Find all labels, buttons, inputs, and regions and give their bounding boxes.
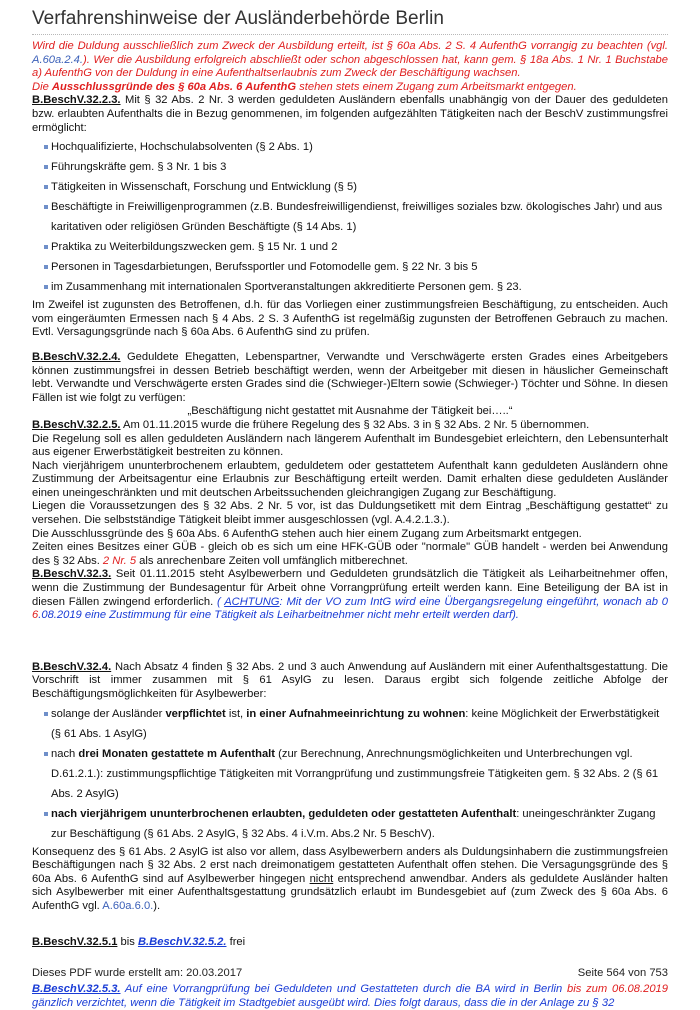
intro-text-2: ). Wer die Ausbildung erfolgreich abschließt oder schon abgeschlossen hat, kann gem. § 18a Abs. 1 Nr. 1 Buchstabe a) AufenthG von der Duldung in eine Aufenthaltserlaubnis zum Zweck der Beschäftigung wachsen. <box>32 53 668 80</box>
document-body <box>32 40 668 1010</box>
text: Zeiten eines Besitzes einer GÜB - gleich ob es sich um eine HFK-GÜB oder "normale" GÜB handelt - werden bei Anwendung des § 32 Abs. <box>32 541 668 567</box>
footer-created-date: Dieses PDF wurde erstellt am: 20.03.2017 <box>32 967 243 979</box>
paragraph: Die Ausschlussgründe des § 60a Abs. 6 AufenthG stehen auch hier einem Zugang zum Arbeitsmarkt entgegen. <box>32 527 582 540</box>
paragraph: Liegen die Voraussetzungen des § 32 Abs. 2 Nr. 5 vor, ist das Duldungsetikett mit dem Eintrag „Beschäftigung gestattet“ zu versehen. Die selbstständige Tätigkeit bleibt immer ausgeschlossen (vgl. A.4.2.1.3.). <box>32 500 668 527</box>
footer-page-number: Seite 564 von 753 <box>577 967 668 979</box>
section-heading: B.BeschV.32.5.3. <box>32 983 121 996</box>
list-item: Personen in Tagesdarbietungen, Berufssportler und Fotomodelle gem. § 22 Nr. 3 bis 5 <box>44 257 668 277</box>
link-a60a-2-4[interactable]: A.60a.2.4. <box>32 53 84 66</box>
section-heading: B.BeschV.32.2.3. <box>32 94 121 107</box>
list-item: nach vierjährigem ununterbrochenen erlaubten, geduldeten oder gestatteten Aufenthalt: uneingeschränkter Zugang zur Beschäftigung (§ 61 Abs. 2 AsylG, § 32 Abs. 4 i.V.m. Abs.2 Nr. 5 BeschV). <box>44 804 668 844</box>
section-32-3 <box>32 568 668 622</box>
page-title: Verfahrenshinweise der Ausländerbehörde Berlin <box>32 8 668 35</box>
list-item: Führungskräfte gem. § 3 Nr. 1 bis 3 <box>44 157 668 177</box>
section-32-4 <box>32 661 668 702</box>
section-32-5-1: B.BeschV.32.5.1 bis B.BeschV.32.5.2. frei <box>32 935 246 948</box>
section-32-2-3-after: Im Zweifel ist zugunsten des Betroffenen, d.h. für das Vorliegen einer zustimmungsfreien Beschäftigung, zu entscheiden. Auch vom eingeräumten Ermessen nach § 4 Abs. 2 S. 3 AufenthG ist regelmäßig zugunsten der Betroffenen Gebrauch zu machen. Evtl. Versagungsgründe nach § 60a Abs. 6 AufenthG sind zu prüfen. <box>32 299 668 339</box>
achtung-note: ( ACHTUNG: Mit der VO zum IntG wird eine Übergangsregelung eingeführt, wonach ab 0 6.08.2019 eine Zustimmung für eine Tätigkeit als Leiharbeitnehmer nicht mehr erteilt werden darf). <box>32 595 668 622</box>
section-32-2-3 <box>32 94 668 135</box>
list-item: Hochqualifizierte, Hochschulabsolventen (§ 2 Abs. 1) <box>44 137 668 157</box>
intro-text-3-bold: Ausschlussgründe des § 60a Abs. 6 AufenthG <box>51 80 297 93</box>
section-text: Geduldete Ehegatten, Lebenspartner, Verwandte und Verschwägerte ersten Grades eines Arbeitgebers können zustimmungsfrei in dessen Betrieb beschäftigt werden, wenn der Arbeitgeber mit diesen in häuslicher Gemeinschaft lebt. Verwandte und Verschwägerte ersten Grades sind die (Schwieger-)Eltern sowie (Schwieger-) Töchter und Söhne. In diesen Fällen ist wie folgt zu verfügen: <box>32 350 668 404</box>
link-b-beschv-32-5-2[interactable]: B.BeschV.32.5.2. <box>137 935 227 948</box>
section-text: Am 01.11.2015 wurde die frühere Regelung des § 32 Abs. 3 in § 32 Abs. 2 Nr. 5 übernommen. <box>120 418 590 431</box>
paragraph: Die Regelung soll es allen geduldeten Ausländern nach längerem Aufenthalt im Bundesgebiet erleichtern, den Lebensunterhalt aus eigener Erwerbstätigkeit bestreiten zu können. <box>32 432 668 459</box>
intro-paragraph <box>32 40 668 94</box>
red-text: bis zum 06.08.2019 <box>566 983 668 996</box>
text: als anrechenbare Zeiten voll umfänglich mitberechnet. <box>136 554 408 567</box>
section-heading: B.BeschV.32.4. <box>32 660 112 673</box>
link-a60a-6-0[interactable]: A.60a.6.0. <box>102 899 154 912</box>
section-text: Seit 01.11.2015 steht Asylbewerbern und Geduldeten grundsätzlich die Tätigkeit als Leiharbeitnehmer offen, wenn die Zustimmung der Bundesagentur für Arbeit ohne Vorrangprüfung erteilt werden kann. Eine Beteiligung der BA ist in diesen Fällen zwingend erforderlich. <box>32 568 668 608</box>
list-item: solange der Ausländer verpflichtet ist, in einer Aufnahmeeinrichtung zu wohnen: keine Möglichkeit der Erwerbstätigkeit (§ 61 Abs. 1 AsylG) <box>44 704 668 744</box>
list-item: nach drei Monaten gestattete m Aufenthalt (zur Berechnung, Anrechnungsmöglichkeiten und Unterbrechungen vgl. D.61.2.1.): zustimmungspflichtige Tätigkeiten mit Vorrangprüfung und zustimmungsfreie Tätigkeiten gem. § 32 Abs. 2 (§ 61 Abs. 2 AsylG) <box>44 744 668 804</box>
underlined-text: nicht <box>309 872 334 885</box>
paragraph <box>32 541 668 568</box>
section-heading: B.BeschV.32.2.5. <box>32 418 121 431</box>
red-text: 6 <box>32 609 39 622</box>
intro-text-4: stehen stets einem Zugang zum Arbeitsmarkt entgegen. <box>296 80 577 93</box>
intro-text-3: Die <box>32 80 52 93</box>
section-32-2-5 <box>32 419 668 433</box>
list-item: Tätigkeiten in Wissenschaft, Forschung und Entwicklung (§ 5) <box>44 177 668 197</box>
list-item: im Zusammenhang mit internationalen Sportveranstaltungen akkreditierte Personen gem. § 23. <box>44 277 668 297</box>
activity-list <box>32 137 668 297</box>
list-item: Praktika zu Weiterbildungszwecken gem. § 15 Nr. 1 und 2 <box>44 237 668 257</box>
achtung-link[interactable]: ACHTUNG <box>224 595 280 608</box>
section-heading: B.BeschV.32.2.4. <box>32 350 121 363</box>
section-heading: B.BeschV.32.3. <box>32 568 112 581</box>
red-text: 2 Nr. 5 <box>102 554 137 567</box>
section-32-5-3: B.BeschV.32.5.3. Auf eine Vorrangprüfung bei Geduldeten und Gestatteten durch die BA wird in Berlin bis zum 06.08.2019 gänzlich verzichtet, wenn die Tätigkeit im Stadtgebiet ausgeübt wird. Dies folgt daraus, dass die in der Anlage zu § 32 <box>32 983 668 1009</box>
section-32-4-after: Konsequenz des § 61 Abs. 2 AsylG ist also vor allem, dass Asylbewerbern anders als Duldungsinhabern die zustimmungsfreien Beschäftigungen nach § 32 Abs. 2 erst nach dreimonatigem gestatteten Aufenthalt offen stehen. Die Versagungsgründe des § 60a Abs. 6 AufenthG sind auf Asylbewerber hingegen nicht entsprechend anwendbar. Anders als geduldete Ausländer halten sich Asylbewerber mit einer Aufenthaltsgestattung grundsätzlich erlaubt im Bundesgebiet auf (zum Zweck des § 60a Abs. 6 AufenthG vgl. A.60a.6.0.). <box>32 845 668 912</box>
quote-line: „Beschäftigung nicht gestattet mit Ausnahme der Tätigkeit bei…..“ <box>187 405 513 418</box>
section-text: Nach Absatz 4 finden § 32 Abs. 2 und 3 auch Anwendung auf Ausländern mit einer Aufenthaltsgestattung. Die Vorschrift ist immer zusammen mit § 61 AsylG zu lesen. Daraus ergibt sich folgende zeitliche Abfolge der Beschäftigungsmöglichkeiten für Asylbewerber: <box>32 660 668 700</box>
paragraph: Nach vierjährigem ununterbrochenem erlaubtem, geduldetem oder gestattetem Aufenthalt kann geduldeten Ausländern ohne Zustimmung der Arbeitsagentur eine Erlaubnis zur Beschäftigung erteilt werden. Damit erhalten diese geduldeten Ausländer einen uneingeschränkten und mit deutschen Arbeitssuchenden gleichrangigen Zugang zur Beschäftigung. <box>32 459 668 499</box>
intro-text-1: Wird die Duldung ausschließlich zum Zweck der Ausbildung erteilt, ist § 60a Abs. 2 S. 4 AufenthG vorrangig zu beachten (vgl. <box>32 40 668 52</box>
section-32-2-4 <box>32 351 668 405</box>
list-item: Beschäftigte in Freiwilligenprogrammen (z.B. Bundesfreiwilligendienst, freiwilliges soziales bzw. ökologisches Jahr) und aus karitativen oder religiösen Gründen Beschäftigte (§ 14 Abs. 1) <box>44 197 668 237</box>
section-heading: B.BeschV.32.5.1 <box>32 935 118 948</box>
asylum-timeline-list <box>32 704 668 844</box>
section-text: Mit § 32 Abs. 2 Nr. 3 werden geduldeten Ausländern ebenfalls unabhängig von der Dauer des geduldeten bzw. erlaubten Aufenthalts die in Bezug genommenen, im folgenden aufgezählten Tätigkeiten nach der BeschV zustimmungsfrei ermöglicht: <box>32 94 668 134</box>
